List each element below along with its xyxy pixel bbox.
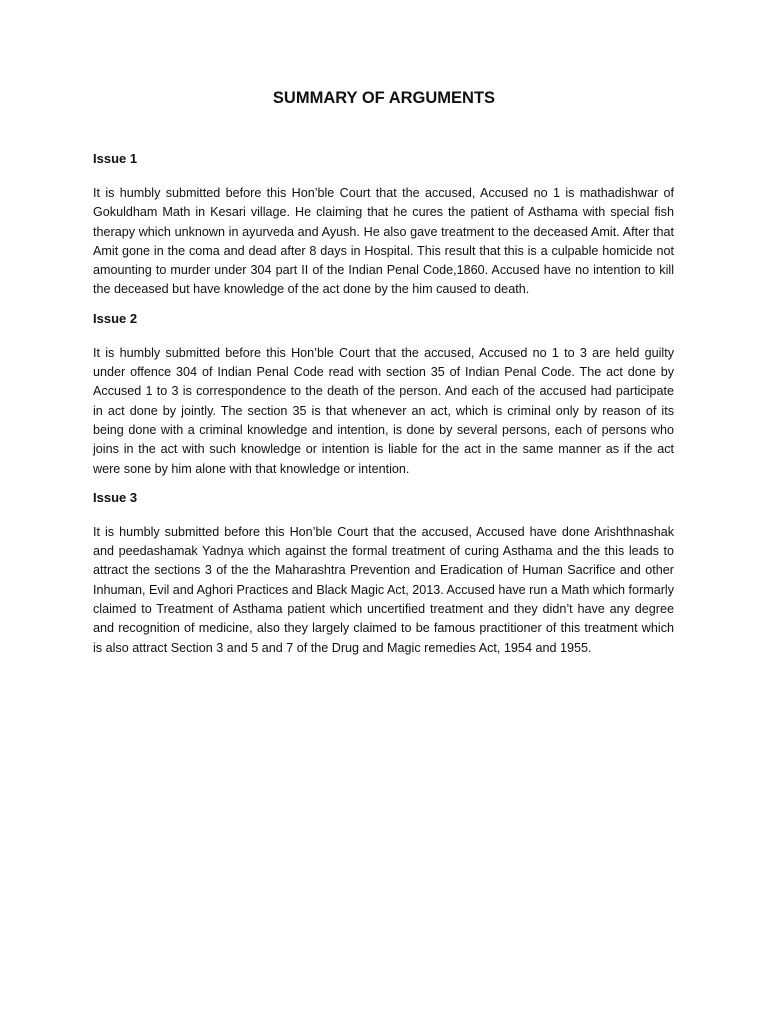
page-title: SUMMARY OF ARGUMENTS bbox=[272, 89, 496, 107]
document-body bbox=[93, 149, 674, 667]
issue-heading: Issue 1 bbox=[93, 151, 138, 166]
issue-paragraph: It is humbly submitted before this Hon’ble Court that the accused, Accused no 1 is mathadishwar of Gokuldham Math in Kesari village. He claiming that he cures the patient of Asthama with special fish therapy which unknown in ayurveda and Ayush. He also gave treatment to the deceased Amit. After that Amit gone in the coma and dead after 8 days in Hospital. This result that this is a culpable homicide not amounting to murder under 304 part II of the Indian Penal Code,1860. Accused have no intention to kill the deceased but have knowledge of the act done by the him caused to death. bbox=[93, 186, 674, 297]
issue-section-1 bbox=[93, 149, 674, 300]
issue-section-2 bbox=[93, 309, 674, 479]
issue-heading: Issue 3 bbox=[93, 489, 138, 505]
issue-paragraph: It is humbly submitted before this Hon’ble Court that the accused, Accused have done Arishthnashak and peedashamak Yadnya which against the formal treatment of curing Asthama and the this leads to attract the sections 3 of the the Maharashtra Prevention and Eradication of Human Sacrifice and other Inhuman, Evil and Aghori Practices and Black Magic Act, 2013. Accused have run a Math which formarly claimed to Treatment of Asthama patient which uncertified treatment and they didn’t have any degree and recognition of medicine, also they largely claimed to be famous practitioner of this treatment which is also attract Section 3 and 5 and 7 of the Drug and Magic remedies Act, 1954 and 1955. bbox=[93, 524, 675, 655]
issue-heading: Issue 2 bbox=[93, 310, 138, 326]
issue-section-3 bbox=[93, 488, 674, 658]
issue-paragraph: It is humbly submitted before this Hon’ble Court that the accused, Accused no 1 to 3 are held guilty under offence 304 of Indian Penal Code read with section 35 of Indian Penal Code. The act done by Accused 1 to 3 is correspondence to the death of the person. And each of the accused had participate in act done by jointly. The section 35 is that whenever an act, which is criminal only by reason of its being done with a criminal knowledge and intention, is done by several persons, each of persons who joins in the act with such knowledge or intention is liable for the act in the same manner as if the act were sone by him alone with that knowledge or intention. bbox=[93, 345, 674, 476]
